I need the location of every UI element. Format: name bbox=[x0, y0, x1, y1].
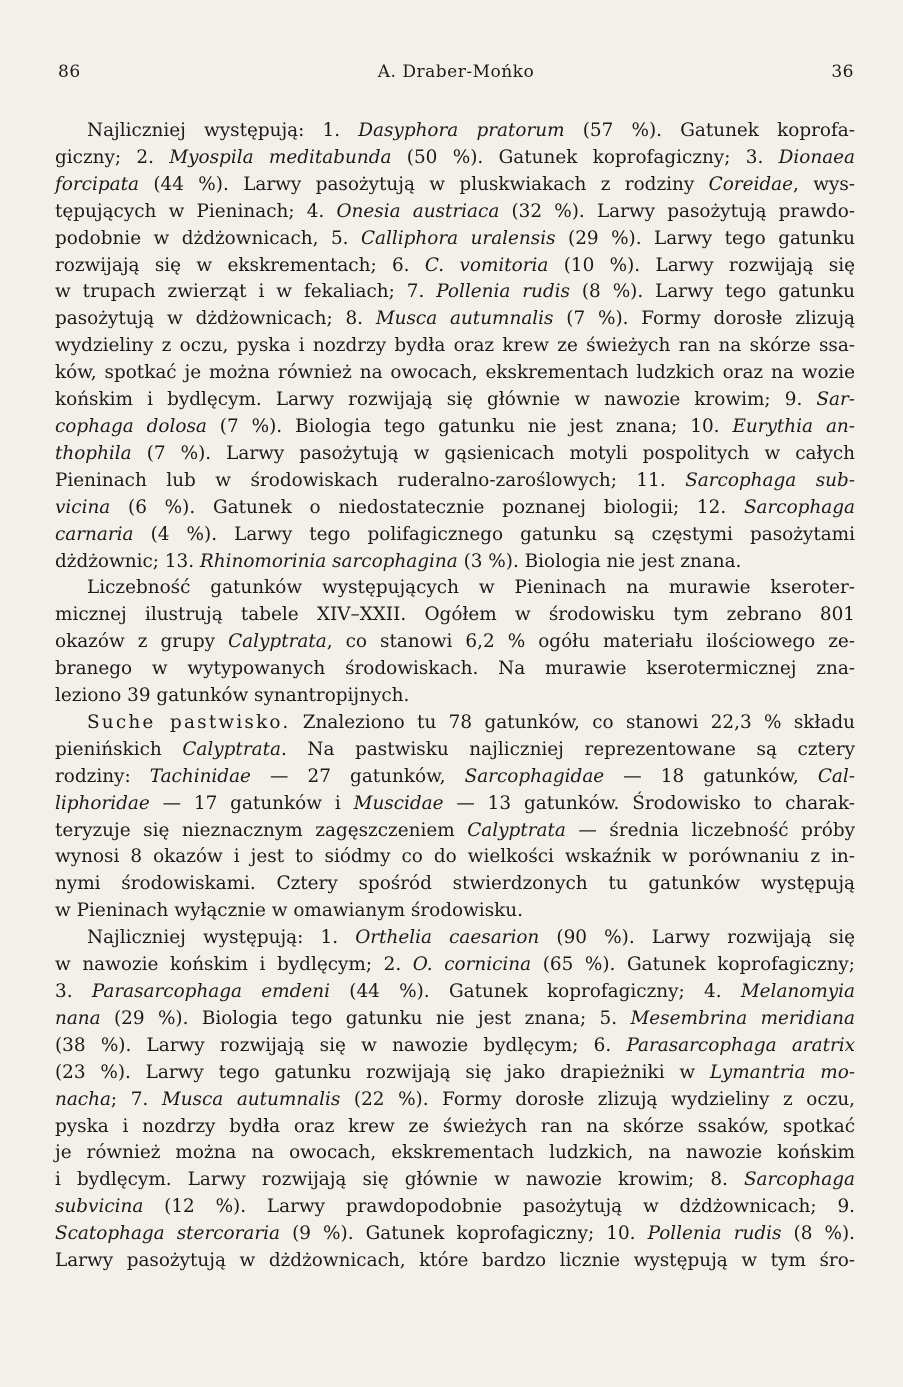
text-line: thophila (7 %). Larwy pasożytują w gąsienicach motyli pospolitych w całych bbox=[55, 442, 855, 464]
running-header bbox=[58, 62, 854, 82]
text-line: nacha; 7. Musca autumnalis (22 %). Formy dorosłe zlizują wydzieliny z oczu, bbox=[55, 1088, 856, 1110]
text-line: (23 %). Larwy tego gatunku rozwijają się jako drapieżniki w Lymantria mo- bbox=[55, 1061, 855, 1083]
text-line: cophaga dolosa (7 %). Biologia tego gatunku nie jest znana; 10. Eurythia an- bbox=[55, 415, 855, 437]
text-line: i bydlęcym. Larwy rozwijają się głównie w nawozie krowim; 8. Sarcophaga bbox=[55, 1169, 855, 1191]
text-line: dżdżownic; 13. Rhinomorinia sarcophagina (3 %). Biologia nie jest znana. bbox=[55, 550, 742, 572]
page-number-left: 86 bbox=[58, 62, 81, 82]
text-line: wydzieliny z oczu, pyska i nozdrzy bydła oraz krew ze świeżych ran na skórze ssa- bbox=[55, 335, 855, 357]
text-line: Najliczniej występują: 1. Dasyphora pratorum (57 %). Gatunek koprofa- bbox=[87, 120, 855, 141]
text-line: carnaria (4 %). Larwy tego polifagicznego gatunku są częstymi pasożytami bbox=[55, 523, 855, 545]
text-line: micznej ilustrują tabele XIV–XXII. Ogółem w środowisku tym zebrano 801 bbox=[55, 604, 855, 626]
text-line: (38 %). Larwy rozwijają się w nawozie bydlęcym; 6. Parasarcophaga aratrix bbox=[55, 1034, 856, 1056]
text-line: wynosi 8 okazów i jest to siódmy co do wielkości wskaźnik w porównaniu z in- bbox=[55, 846, 855, 868]
text-line: giczny; 2. Myospila meditabunda (50 %). Gatunek koprofagiczny; 3. Dionaea bbox=[55, 146, 856, 168]
text-line: podobnie w dżdżownicach, 5. Calliphora uralensis (29 %). Larwy tego gatunku bbox=[55, 227, 855, 249]
text-line: nana (29 %). Biologia tego gatunku nie jest znana; 5. Mesembrina meridiana bbox=[55, 1007, 855, 1029]
author-name: A. Draber-Mońko bbox=[377, 62, 535, 82]
text-line: ków, spotkać je można również na owocach, ekskrementach ludzkich oraz na wozie bbox=[55, 362, 855, 384]
text-line: liphoridae — 17 gatunków i Muscidae — 13 gatunków. Środowisko to charak- bbox=[55, 792, 855, 814]
text-line: w Pieninach wyłącznie w omawianym środowisku. bbox=[55, 900, 523, 922]
text-line: Liczebność gatunków występujących w Pieninach na murawie kseroter- bbox=[87, 577, 855, 599]
text-line: Najliczniej występują: 1. Orthelia caesarion (90 %). Larwy rozwijają się bbox=[87, 927, 855, 949]
text-line: w trupach zwierząt i w fekaliach; 7. Pollenia rudis (8 %). Larwy tego gatunku bbox=[55, 281, 856, 303]
page-number-right: 36 bbox=[831, 62, 854, 82]
text-line: Pieninach lub w środowiskach ruderalno-zaroślowych; 11. Sarcophaga sub- bbox=[55, 469, 855, 491]
text-line: w nawozie końskim i bydlęcym; 2. O. cornicina (65 %). Gatunek koprofagiczny; bbox=[55, 954, 855, 976]
text-line: okazów z grupy Calyptrata, co stanowi 6,2 % ogółu materiału ilościowego ze- bbox=[55, 631, 856, 653]
text-line: pasożytują w dżdżownicach; 8. Musca autumnalis (7 %). Formy dorosłe zlizują bbox=[55, 308, 855, 330]
text-line: nymi środowiskami. Cztery spośród stwierdzonych tu gatunków występują bbox=[55, 873, 855, 895]
text-line: Suche pastwisko. Znaleziono tu 78 gatunków, co stanowi 22,3 % składu bbox=[87, 711, 855, 733]
text-line: rodziny: Tachinidae — 27 gatunków, Sarcophagidae — 18 gatunków, Cal- bbox=[55, 765, 855, 787]
text-line: końskim i bydlęcym. Larwy rozwijają się głównie w nawozie krowim; 9. Sar- bbox=[55, 389, 855, 411]
text-line: tępujących w Pieninach; 4. Onesia austriaca (32 %). Larwy pasożytują prawdo- bbox=[55, 200, 855, 222]
text-line: Larwy pasożytują w dżdżownicach, które bardzo licznie występują w tym śro- bbox=[55, 1250, 855, 1272]
text-line: teryzuje się nieznacznym zagęszczeniem Calyptrata — średnia liczebność próby bbox=[55, 819, 855, 841]
text-line: rozwijają się w ekskrementach; 6. C. vomitoria (10 %). Larwy rozwijają się bbox=[55, 254, 855, 276]
text-line: subvicina (12 %). Larwy prawdopodobnie pasożytują w dżdżownicach; 9. bbox=[55, 1196, 855, 1218]
text-line: forcipata (44 %). Larwy pasożytują w pluskwiakach z rodziny Coreidae, wys- bbox=[55, 173, 855, 195]
text-line: leziono 39 gatunków synantropijnych. bbox=[55, 685, 410, 707]
text-line: pienińskich Calyptrata. Na pastwisku najliczniej reprezentowane są cztery bbox=[55, 738, 856, 760]
body-text bbox=[55, 118, 855, 1275]
text-line: 3. Parasarcophaga emdeni (44 %). Gatunek koprofagiczny; 4. Melanomyia bbox=[55, 981, 855, 1002]
text-line: vicina (6 %). Gatunek o niedostatecznie poznanej biologii; 12. Sarcophaga bbox=[55, 496, 855, 518]
text-line: je również można na owocach, ekskrementach ludzkich, na nawozie końskim bbox=[55, 1142, 855, 1164]
text-line: Scatophaga stercoraria (9 %). Gatunek koprofagiczny; 10. Pollenia rudis (8 %). bbox=[55, 1223, 855, 1245]
text-line: branego w wytypowanych środowiskach. Na murawie kserotermicznej zna- bbox=[55, 658, 855, 680]
text-line: pyska i nozdrzy bydła oraz krew ze świeżych ran na skórze ssaków, spotkać bbox=[55, 1115, 855, 1137]
